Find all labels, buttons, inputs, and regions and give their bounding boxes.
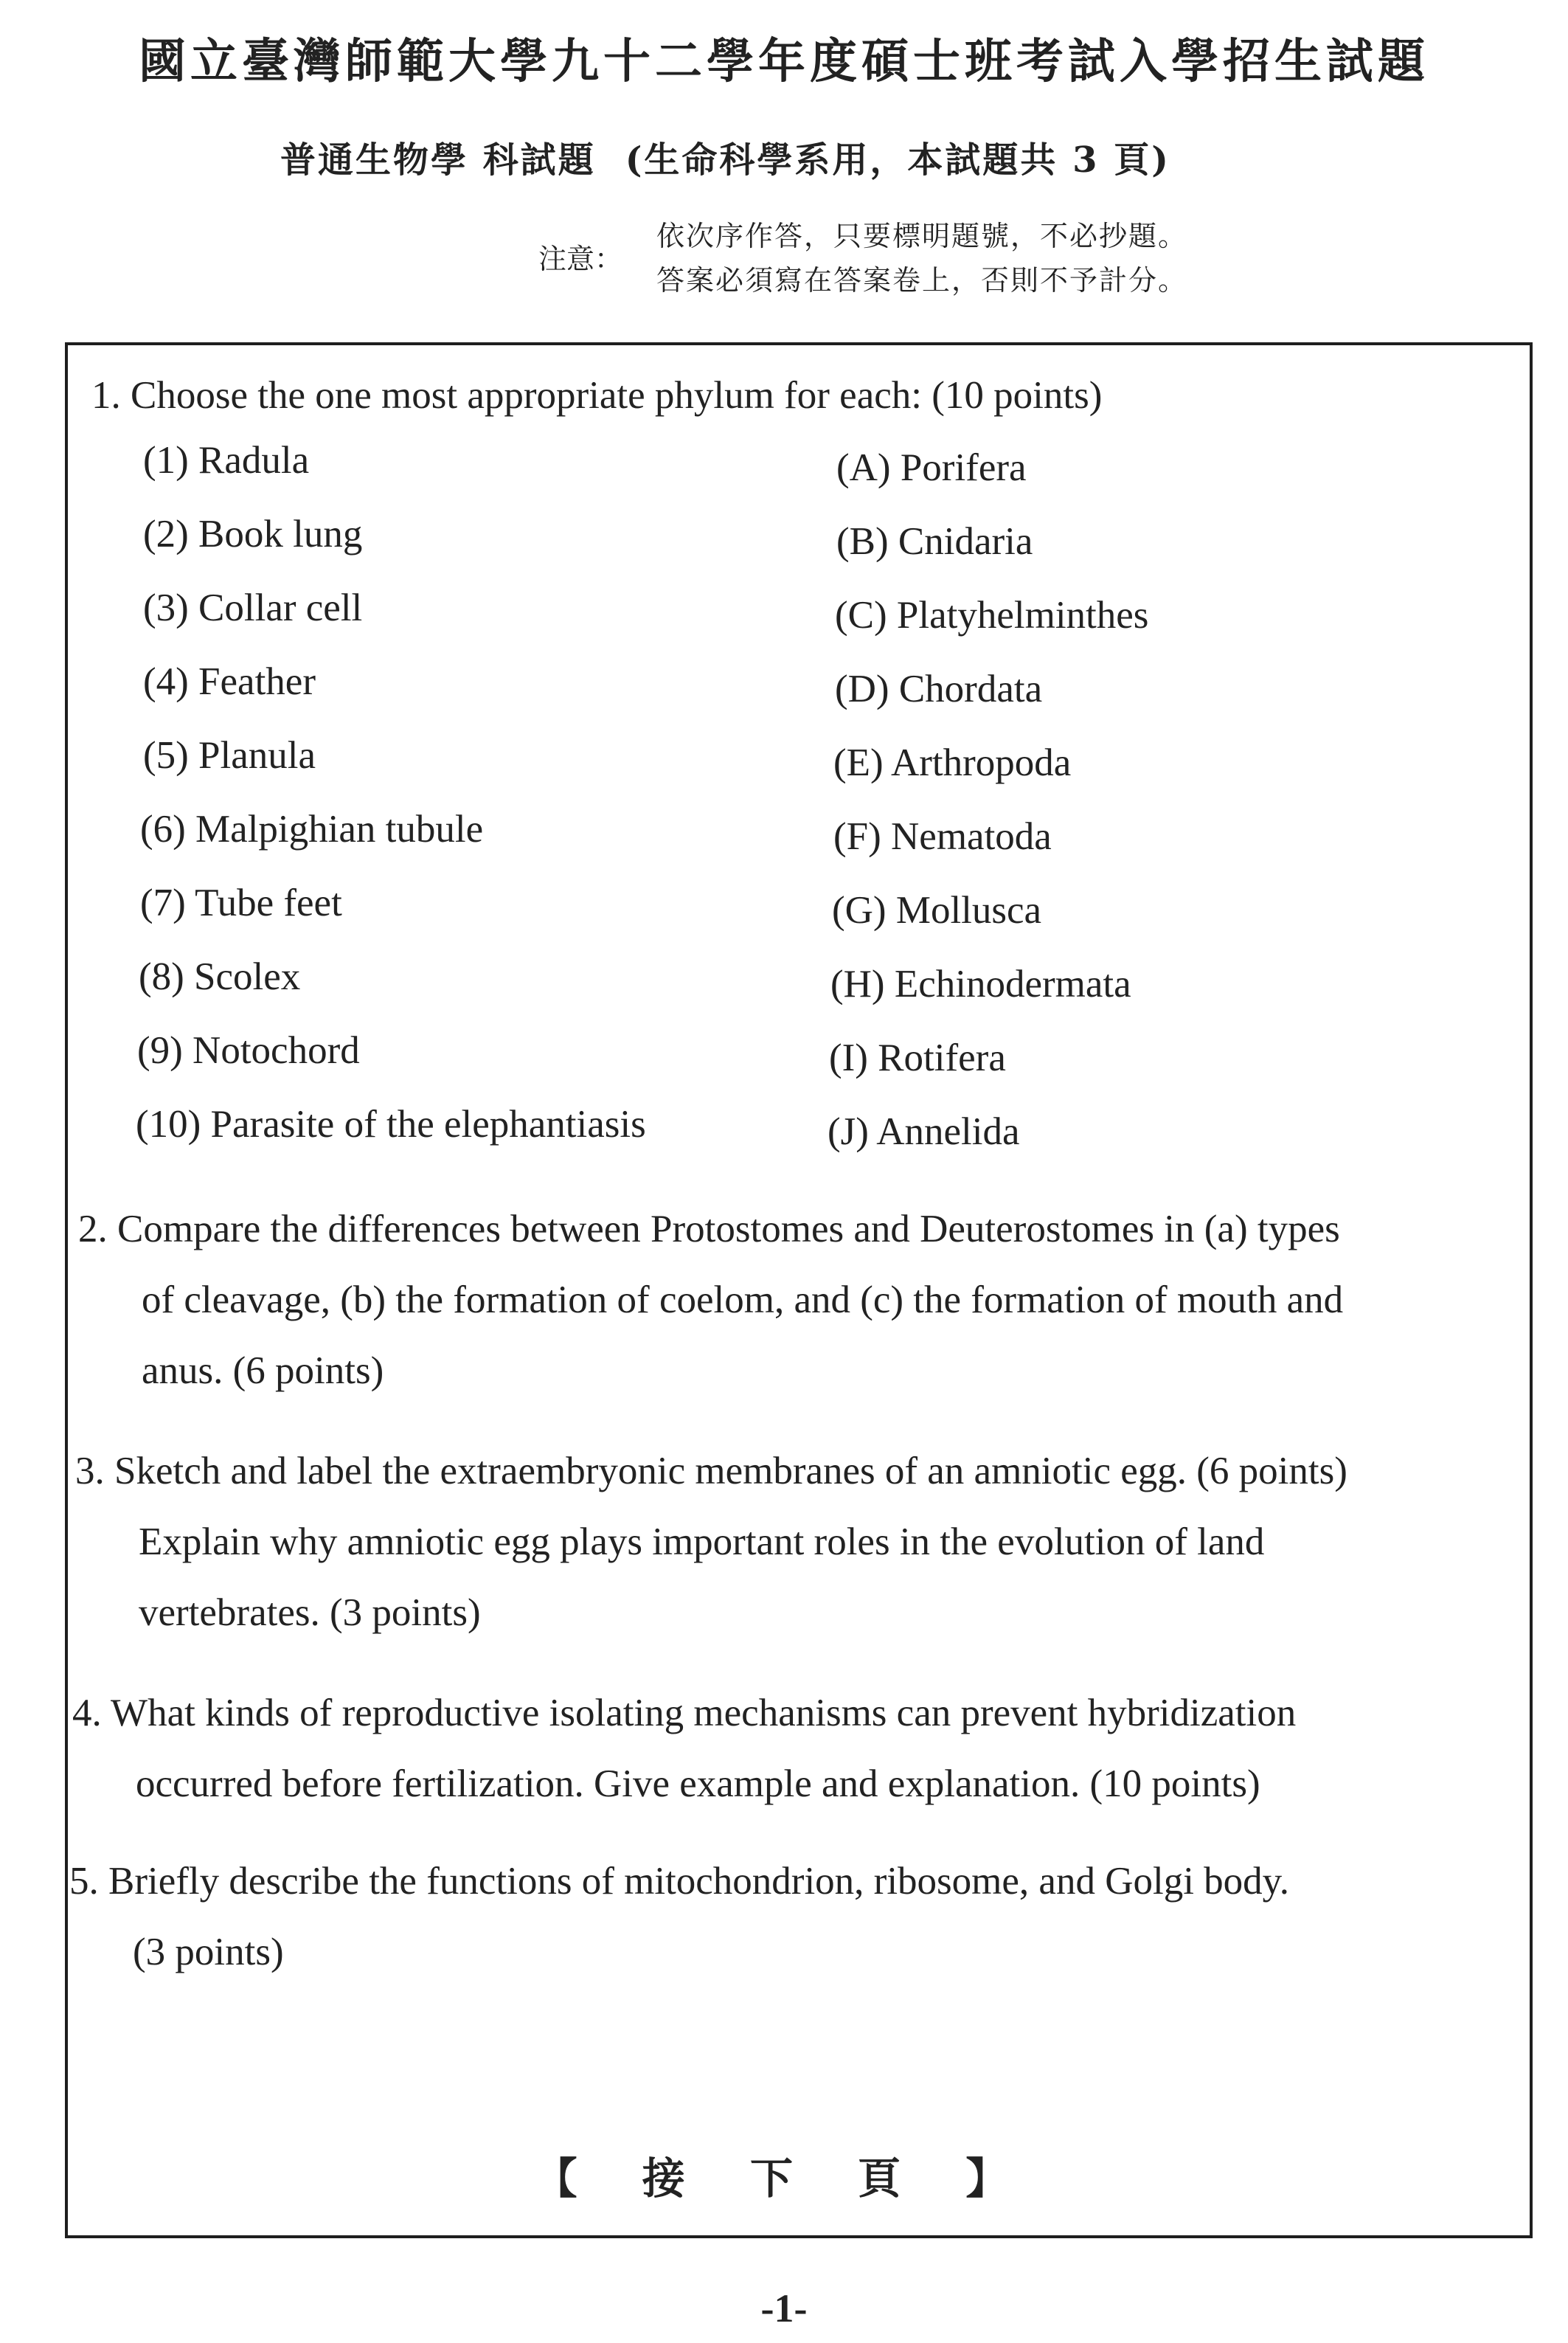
q1-choice: (G) Mollusca <box>832 889 1042 932</box>
note-line: 依次序作答，只要標明題號，不必抄題。 <box>656 220 1188 252</box>
q1-choice: (F) Nematoda <box>833 815 1052 858</box>
q1-item: (4) Feather <box>143 660 316 703</box>
q1-choice: (H) Echinodermata <box>830 963 1131 1006</box>
q1-choice: (A) Porifera <box>836 446 1027 489</box>
q1-item: (10) Parasite of the elephantiasis <box>136 1103 646 1146</box>
subject-label: 普通生物學 科試題 <box>280 139 596 181</box>
q1-choice: (J) Annelida <box>828 1110 1020 1153</box>
notes-lines <box>656 214 1187 302</box>
q1-choice: (D) Chordata <box>835 668 1043 710</box>
q1-item: (6) Malpighian tubule <box>140 808 484 851</box>
q2-line: 2. Compare the differences between Protostomes and Deuterostomes in (a) types <box>78 1208 1340 1250</box>
continued-marker: 【 接 下 頁 】 <box>534 2153 1034 2204</box>
q1-item: (3) Collar cell <box>143 586 363 629</box>
q1-choice: (E) Arthropoda <box>833 741 1072 784</box>
q1-choice: (B) Cnidaria <box>836 520 1033 563</box>
q3-line: Explain why amniotic egg plays important roles in the evolution of land <box>139 1520 1265 1563</box>
q1-item: (7) Tube feet <box>140 882 342 924</box>
exam-info: (生命科學系用，本試題共 3 頁) <box>625 139 1170 181</box>
note-line: 答案必須寫在答案卷上，否則不予計分。 <box>656 264 1188 297</box>
q1-choice: (C) Platyhelminthes <box>835 594 1149 637</box>
question-3 <box>75 1436 1347 1648</box>
question-4 <box>72 1678 1296 1819</box>
q4-line: occurred before fertilization. Give example and explanation. (10 points) <box>136 1762 1260 1805</box>
q5-line: 5. Briefly describe the functions of mitochondrion, ribosome, and Golgi body. <box>69 1860 1289 1903</box>
q1-item: (8) Scolex <box>139 955 301 998</box>
question-1-prompt: 1. Choose the one most appropriate phylum for each: (10 points) <box>91 374 1103 417</box>
page-number: -1- <box>760 2286 808 2330</box>
exam-title: 國立臺灣師範大學九十二學年度碩士班考試入學招生試題 <box>139 34 1429 89</box>
q5-line: (3 points) <box>133 1931 284 1973</box>
question-5 <box>69 1846 1289 1987</box>
q1-item: (2) Book lung <box>143 513 363 556</box>
q1-choice: (I) Rotifera <box>829 1036 1006 1079</box>
question-2 <box>78 1194 1343 1406</box>
q1-item: (1) Radula <box>143 439 310 482</box>
q2-line: of cleavage, (b) the formation of coelom, and (c) the formation of mouth and <box>142 1278 1344 1321</box>
q3-line: vertebrates. (3 points) <box>139 1591 481 1634</box>
q1-item: (5) Planula <box>143 734 316 777</box>
notes-label: 注意： <box>538 243 623 275</box>
q1-item: (9) Notochord <box>137 1029 360 1072</box>
q3-line: 3. Sketch and label the extraembryonic membranes of an amniotic egg. (6 points) <box>75 1450 1347 1492</box>
exam-subtitle <box>280 131 1170 182</box>
q4-line: 4. What kinds of reproductive isolating mechanisms can prevent hybridization <box>72 1692 1297 1734</box>
q2-line: anus. (6 points) <box>142 1349 384 1392</box>
